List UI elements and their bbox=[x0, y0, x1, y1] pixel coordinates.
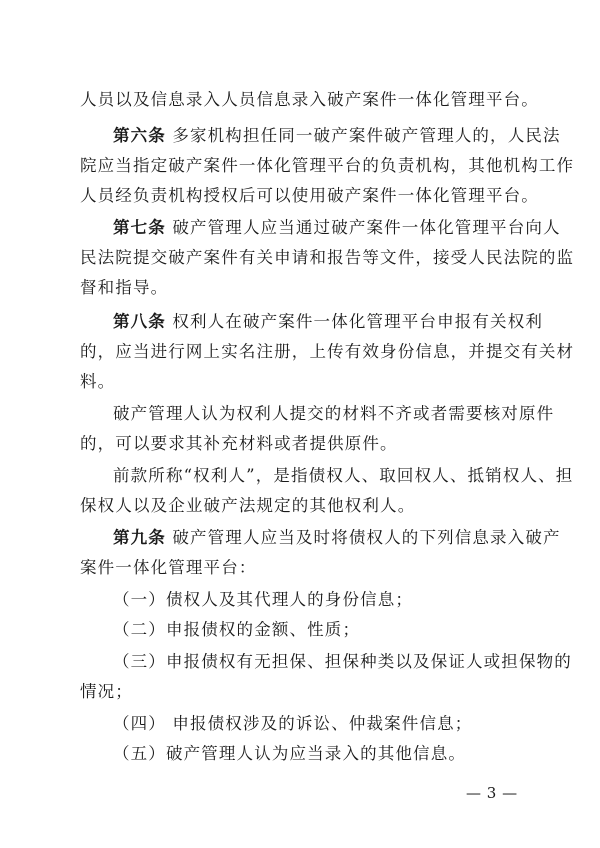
paragraph-line bbox=[80, 370, 540, 394]
line-text: （四） 申报债权涉及的诉讼、仲裁案件信息； bbox=[113, 714, 473, 733]
line-text: （三）申报债权有无担保、担保种类以及保证人或担保物的 bbox=[113, 652, 572, 671]
page-number: — 3 — bbox=[466, 784, 518, 802]
line-text: 人员经负责机构授权后可以使用破产案件一体化管理平台。 bbox=[80, 186, 539, 205]
paragraph-line bbox=[80, 556, 540, 580]
list-item bbox=[113, 618, 540, 642]
line-text: 破产管理人应当通过破产案件一体化管理平台向人 bbox=[172, 218, 561, 237]
article-seven-heading-line bbox=[113, 216, 561, 240]
line-text: 的，可以要求其补充材料或者提供原件。 bbox=[80, 434, 398, 453]
article-nine-heading-line bbox=[113, 526, 561, 550]
line-text: 保权人以及企业破产法规定的其他权利人。 bbox=[80, 496, 416, 515]
list-item bbox=[113, 588, 540, 612]
paragraph-line bbox=[80, 184, 540, 208]
paragraph-line bbox=[80, 246, 575, 270]
line-text: （五）破产管理人认为应当录入的其他信息。 bbox=[113, 744, 466, 763]
paragraph-line bbox=[80, 154, 575, 178]
paragraph-line bbox=[80, 494, 540, 518]
line-text: 权利人在破产案件一体化管理平台申报有关权利 bbox=[172, 312, 544, 331]
article-title: 第八条 bbox=[113, 312, 166, 331]
line-text: 破产管理人应当及时将债权人的下列信息录入破产 bbox=[172, 528, 561, 547]
paragraph-line bbox=[80, 432, 540, 456]
line-text: 人员以及信息录入人员信息录入破产案件一体化管理平台。 bbox=[80, 90, 539, 109]
article-title: 第六条 bbox=[113, 126, 166, 145]
article-six-heading-line bbox=[113, 124, 561, 148]
line-text: 案件一体化管理平台： bbox=[80, 558, 257, 577]
line-text: 的，应当进行网上实名注册，上传有效身份信息，并提交有关材 bbox=[80, 342, 575, 361]
article-title: 第七条 bbox=[113, 218, 166, 237]
line-text: 多家机构担任同一破产案件破产管理人的，人民法 bbox=[172, 126, 561, 145]
line-text: （二）申报债权的金额、性质； bbox=[113, 620, 361, 639]
line-text: 破产管理人认为权利人提交的材料不齐或者需要核对原件 bbox=[113, 404, 555, 423]
list-item bbox=[113, 712, 540, 736]
list-item bbox=[113, 650, 572, 674]
paragraph-line bbox=[113, 402, 555, 426]
list-item bbox=[113, 742, 540, 766]
article-title: 第九条 bbox=[113, 528, 166, 547]
paragraph-line bbox=[80, 340, 575, 364]
list-item-continuation bbox=[80, 680, 540, 704]
article-eight-heading-line bbox=[113, 310, 544, 334]
paragraph-line bbox=[80, 88, 540, 112]
line-text: 督和指导。 bbox=[80, 278, 169, 297]
line-text: 料。 bbox=[80, 372, 116, 391]
paragraph-line bbox=[113, 464, 574, 488]
paragraph-line bbox=[80, 276, 540, 300]
line-text: （一）债权人及其代理人的身份信息； bbox=[113, 590, 414, 609]
line-text: 民法院提交破产案件有关申请和报告等文件，接受人民法院的监 bbox=[80, 248, 575, 267]
line-text: 情况； bbox=[80, 682, 133, 701]
line-text: 院应当指定破产案件一体化管理平台的负责机构，其他机构工作 bbox=[80, 156, 575, 175]
line-text: 前款所称“权利人”，是指债权人、取回权人、抵销权人、担 bbox=[113, 466, 574, 485]
